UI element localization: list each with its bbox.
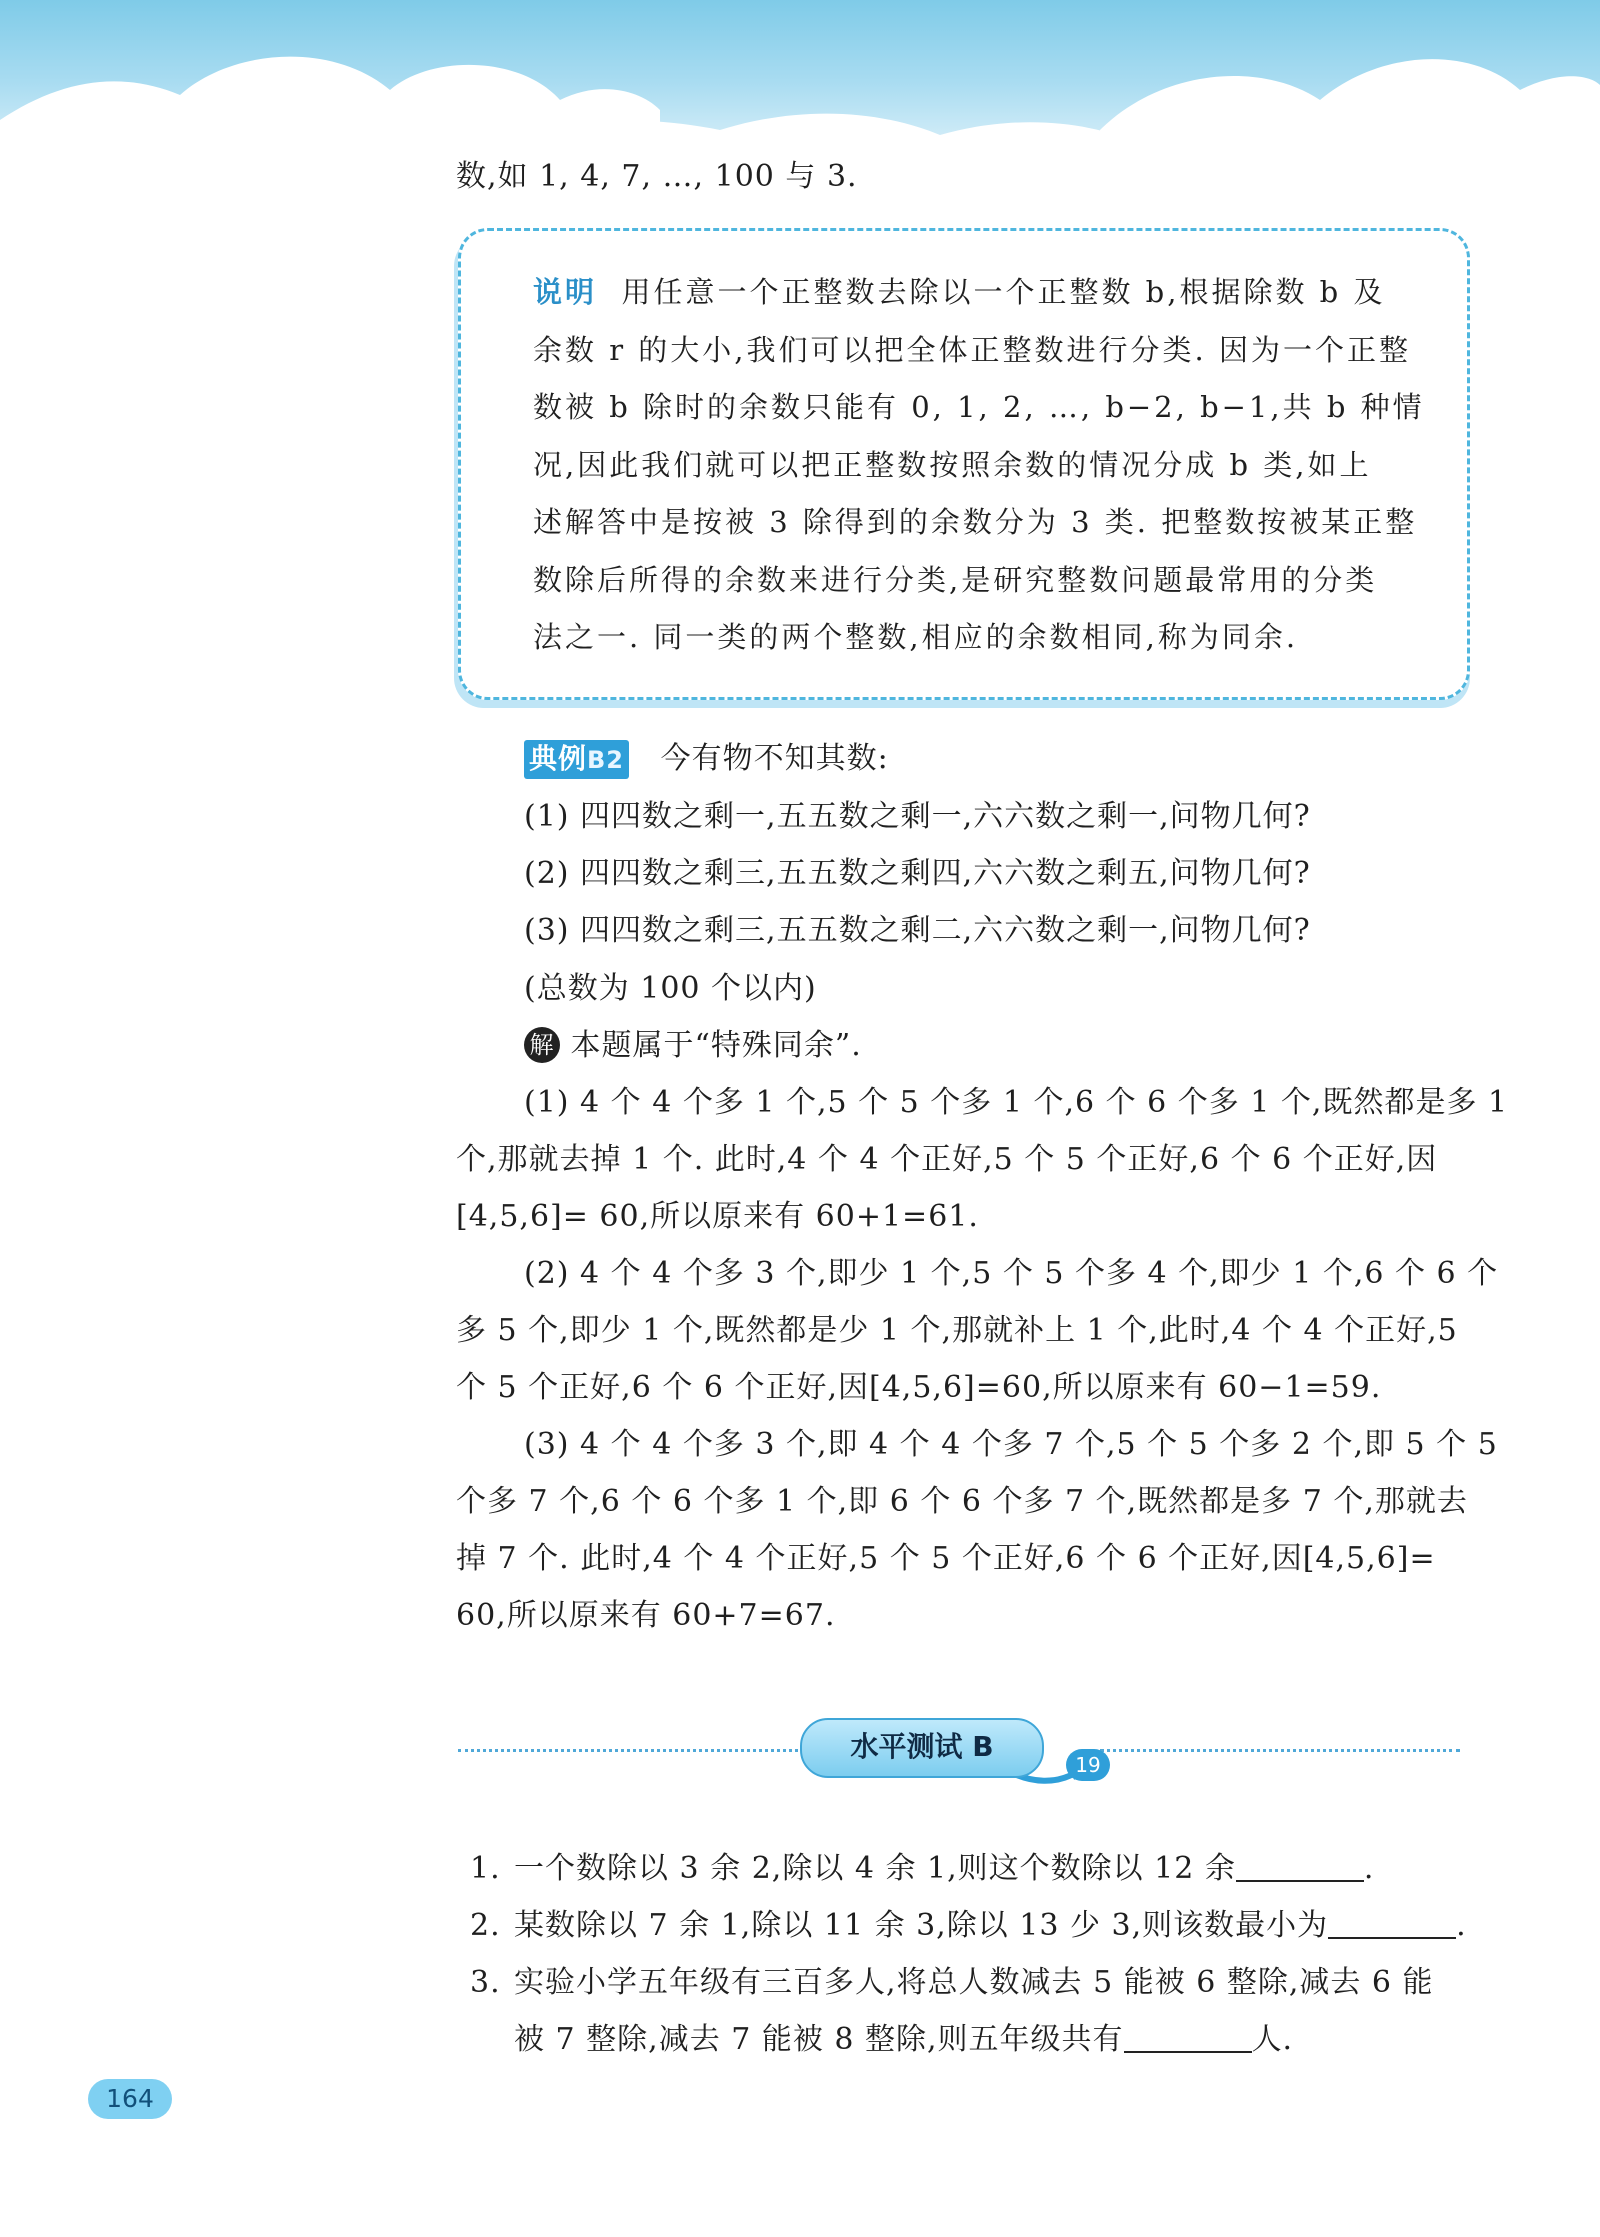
note-line-6: 数除后所得的余数来进行分类,是研究整数问题最常用的分类 — [533, 563, 1378, 597]
note-line-3: 数被 b 除时的余数只能有 0, 1, 2, …, b−2, b−1,共 b 种情 — [533, 390, 1425, 424]
solution-line: 个 5 个正好,6 个 6 个正好,因[4,5,6]=60,所以原来有 60−1=59. — [456, 1370, 1382, 1405]
example-question: (总数为 100 个以内) — [524, 971, 817, 1006]
note-line-1 — [533, 264, 1385, 322]
continued-text: 数,如 1, 4, 7, …, 100 与 3. — [456, 159, 858, 194]
note-text: 用任意一个正整数去除以一个正整数 b,根据除数 b 及 — [621, 275, 1386, 309]
solution-line: (3) 4 个 4 个多 3 个,即 4 个 4 个多 7 个,5 个 5 个多 2 个,即 5 个 5 — [524, 1427, 1498, 1462]
solution-line: 个多 7 个,6 个 6 个多 1 个,即 6 个 6 个多 7 个,既然都是多 7 个,那就去 — [456, 1484, 1468, 1519]
note-line-4: 况,因此我们就可以把正整数按照余数的情况分成 b 类,如上 — [533, 448, 1372, 482]
page-number: 164 — [88, 2079, 172, 2119]
divider-right — [1100, 1749, 1460, 1752]
solution-line: 个,那就去掉 1 个. 此时,4 个 4 个正好,5 个 5 个正好,6 个 6 个正好,因 — [456, 1142, 1438, 1177]
solution-intro: 本题属于“特殊同余”. — [570, 1028, 862, 1063]
note-box — [458, 228, 1470, 700]
example-question: (2) 四四数之剩三,五五数之剩四,六六数之剩五,问物几何? — [524, 856, 1311, 891]
solution-header — [524, 1017, 862, 1074]
cloud-decoration — [0, 0, 1600, 170]
exercise-item: 3. 实验小学五年级有三百多人,将总人数减去 5 能被 6 整除,减去 6 能 — [470, 1965, 1434, 2000]
example-header — [524, 730, 889, 787]
solution-line: 多 5 个,即少 1 个,既然都是少 1 个,那就补上 1 个,此时,4 个 4 个正好,5 — [456, 1313, 1458, 1348]
divider-left — [458, 1749, 798, 1752]
note-line-2: 余数 r 的大小,我们可以把全体正整数进行分类. 因为一个正整 — [533, 333, 1411, 367]
level-test-badge: 19 — [1066, 1749, 1110, 1781]
exercise-item: 2. 某数除以 7 余 1,除以 11 余 3,除以 13 少 3,则该数最小为 . — [470, 1908, 1467, 1943]
note-line-7: 法之一. 同一类的两个整数,相应的余数相同,称为同余. — [533, 620, 1299, 654]
solution-line: (1) 4 个 4 个多 1 个,5 个 5 个多 1 个,6 个 6 个多 1 个,既然都是多 1 — [524, 1085, 1509, 1120]
level-test-title: 水平测试 B — [800, 1718, 1044, 1778]
note-label: 说明 — [533, 275, 598, 309]
example-question: (3) 四四数之剩三,五五数之剩二,六六数之剩一,问物几何? — [524, 913, 1311, 948]
note-line-5: 述解答中是按被 3 除得到的余数分为 3 类. 把整数按被某正整 — [533, 505, 1418, 539]
solution-line: 掉 7 个. 此时,4 个 4 个正好,5 个 5 个正好,6 个 6 个正好,因[4,5,6]= — [456, 1541, 1436, 1576]
solution-line: (2) 4 个 4 个多 3 个,即少 1 个,5 个 5 个多 4 个,即少 1 个,6 个 6 个 — [524, 1256, 1499, 1291]
solution-line: 60,所以原来有 60+7=67. — [456, 1598, 836, 1633]
answer-blank — [1124, 2021, 1252, 2053]
example-intro: 今有物不知其数: — [660, 741, 889, 776]
example-tag: 典例B2 — [524, 740, 629, 779]
example-question: (1) 四四数之剩一,五五数之剩一,六六数之剩一,问物几何? — [524, 799, 1311, 834]
exercise-item: 1. 一个数除以 3 余 2,除以 4 余 1,则这个数除以 12 余 . — [470, 1851, 1375, 1886]
solution-line: [4,5,6]= 60,所以原来有 60+1=61. — [456, 1199, 979, 1234]
solve-mark: 解 — [524, 1027, 560, 1063]
exercise-item-continued: 被 7 整除,减去 7 能被 8 整除,则五年级共有 人. — [514, 2022, 1294, 2057]
answer-blank — [1328, 1907, 1456, 1939]
answer-blank — [1236, 1850, 1364, 1882]
